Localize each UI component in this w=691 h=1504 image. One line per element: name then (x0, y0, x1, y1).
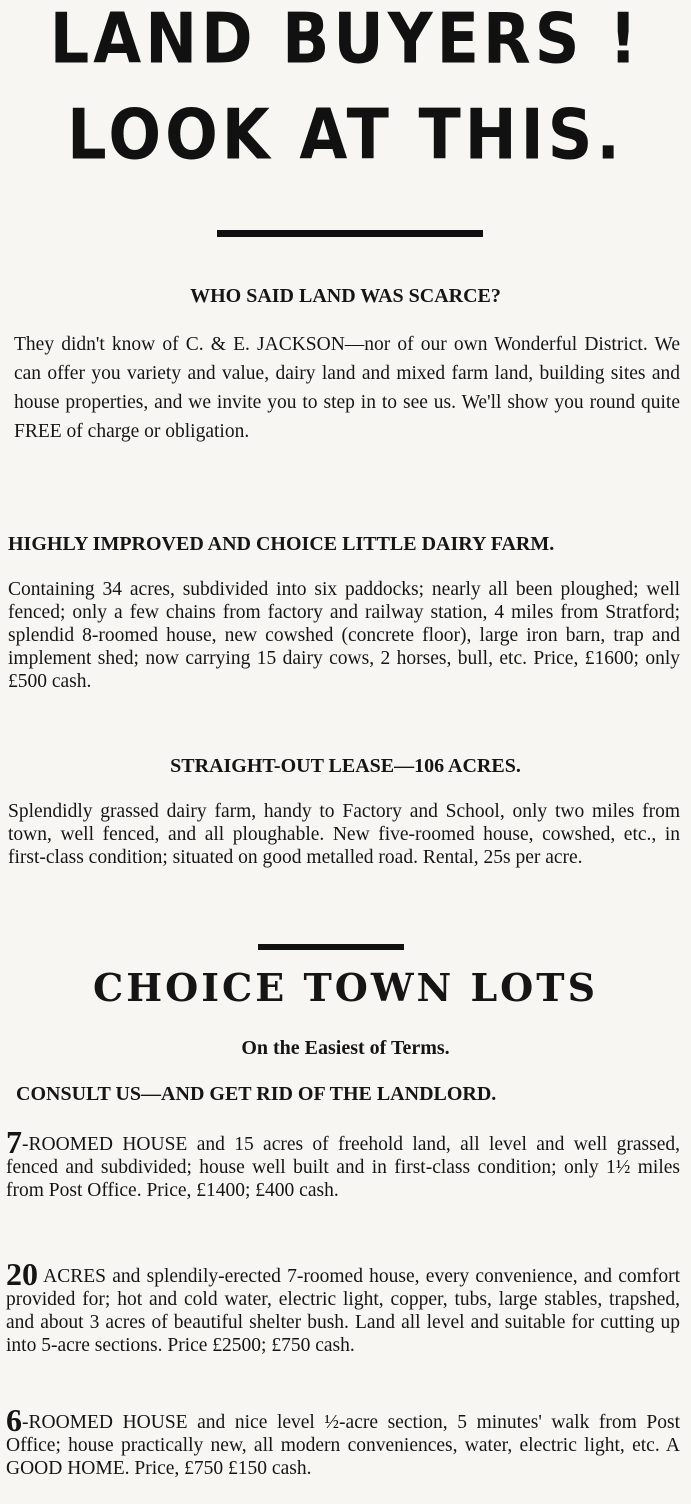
property-text: ACRES and splendily-erected 7-roomed house, every convenience, and comfort provided for; hot and cold water, electric light, copper, tubs, large stables, trapshed, and about 3 acres of beautiful shelter bush. Land all level and suitable for cutting up into 5-acre sections. Price £2500; £750 cash. (6, 1266, 680, 1356)
property-listing-2 (6, 1256, 680, 1357)
listing-heading-dairy-farm: HIGHLY IMPROVED AND CHOICE LITTLE DAIRY FARM. (8, 533, 555, 555)
divider-rule-middle (258, 944, 404, 950)
town-lots-slogan: CONSULT US—AND GET RID OF THE LANDLORD. (16, 1083, 497, 1105)
divider-rule-top (217, 230, 483, 237)
headline-line-2: LOOK AT THIS. (67, 93, 624, 176)
property-lead-number: 20 (6, 1256, 38, 1292)
listing-heading-lease: STRAIGHT-OUT LEASE—106 ACRES. (170, 755, 521, 777)
intro-heading: WHO SAID LAND WAS SCARCE? (190, 285, 501, 307)
property-listing-1 (6, 1124, 680, 1202)
intro-body: They didn't know of C. & E. JACKSON—nor of our own Wonderful District. We can offer you variety and value, dairy land and mixed farm land, building sites and house properties, and we invite you to step in to see us. We'll show you round quite FREE of charge or obligation. (14, 334, 680, 442)
property-lead-number: 6 (6, 1402, 22, 1438)
listing-body-lease: Splendidly grassed dairy farm, handy to Factory and School, only two miles from town, well fenced, and all ploughable. New five-roomed house, cowshed, etc., in first-class condition; situated on good metalled road. Rental, 25s per acre. (8, 801, 680, 868)
property-lead-number: 7 (6, 1124, 22, 1160)
town-lots-title: CHOICE TOWN LOTS (92, 965, 599, 1010)
town-lots-subtitle: On the Easiest of Terms. (241, 1037, 450, 1059)
property-text: -ROOMED HOUSE and nice level ½-acre section, 5 minutes' walk from Post Office; house practically new, all modern conveniences, water, electric light, etc. A GOOD HOME. Price, £750 £150 cash. (6, 1412, 680, 1479)
headline-line-1: LAND BUYERS ! (49, 0, 642, 80)
property-listing-3 (6, 1402, 680, 1480)
listing-body-dairy-farm: Containing 34 acres, subdivided into six paddocks; nearly all been ploughed; well fenced; only a few chains from factory and railway station, 4 miles from Stratford; splendid 8-roomed house, new cowshed (concrete floor), large iron barn, trap and implement shed; now carrying 15 dairy cows, 2 horses, bull, etc. Price, £1600; only £500 cash. (8, 579, 680, 692)
property-text: -ROOMED HOUSE and 15 acres of freehold land, all level and well grassed, fenced and subdivided; house well built and in first-class condition; only 1½ miles from Post Office. Price, £1400; £400 cash. (6, 1134, 680, 1201)
